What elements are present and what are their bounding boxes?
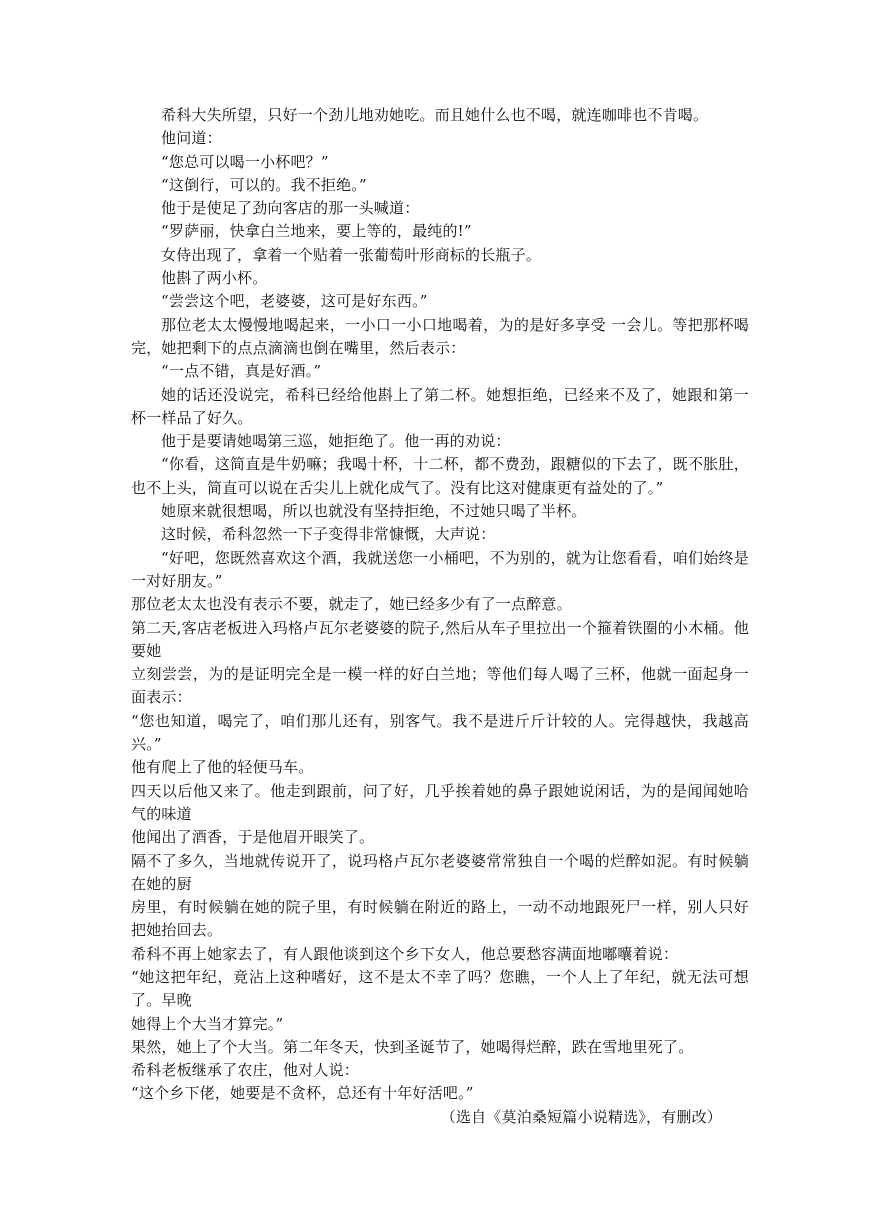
paragraph: 希科不再上她家去了，有人跟他谈到这个乡下女人，他总要愁容满面地嘟囔着说： (131, 944, 679, 963)
paragraph: 他于是要请她喝第三巡，她拒绝了。他一再的劝说： (161, 432, 511, 451)
paragraph: “好吧，您既然喜欢这个酒，我就送您一小桶吧，不为别的，就为让您看看，咱们始终是一对好朋友。” (131, 548, 749, 590)
paragraph: 隔不了多久，当地就传说开了，说玛格卢瓦尔老婆婆常常独自一个喝的烂醉如泥。有时候躺在她的厨 (131, 851, 749, 893)
paragraph: 那位老太太慢慢地喝起来，一小口一小口地喝着，为的是好多享受 一会儿。等把那杯喝完，她把剩下的点点滴滴也倒在嘴里，然后表示： (131, 315, 749, 357)
paragraph: “您也知道，喝完了，咱们那儿还有，别客气。我不是进斤斤计较的人。完得越快，我越高兴。” (131, 711, 749, 754)
paragraph: 果然，她上了个大当。第二年冬天，快到圣诞节了，她喝得烂醉，跌在雪地里死了。 (131, 1037, 694, 1056)
paragraph: “这个乡下佬，她要是不贪杯，总还有十年好活吧。” (131, 1084, 474, 1103)
paragraph: 他闻出了酒香，于是他眉开眼笑了。 (131, 828, 375, 847)
paragraph: “她这把年纪，竟沾上这种嗜好，这不是太不幸了吗？您瞧，一个人上了年纪，就无法可想了。早晚 (131, 967, 749, 1010)
paragraph: 立刻尝尝，为的是证明完全是一模一样的好白兰地；等他们每人喝了三杯，他就一面起身一面表示： (131, 665, 749, 707)
paragraph: 希科老板继承了农庄，他对人说： (131, 1061, 360, 1080)
paragraph: 他问道： (161, 129, 222, 148)
paragraph: 女侍出现了，拿着一个贴着一张葡萄叶形商标的长瓶子。 (161, 245, 542, 264)
paragraph: “您总可以喝一小杯吧？” (161, 152, 329, 171)
paragraph: “尝尝这个吧，老婆婆，这可是好东西。” (161, 292, 428, 311)
paragraph: 他于是使足了劲向客店的那一头喊道： (161, 199, 420, 218)
paragraph: 她原来就很想喝，所以也就没有坚持拒绝，不过她只喝了半杯。 (161, 502, 587, 521)
paragraph: 四天以后他又来了。他走到跟前，问了好，几乎挨着她的鼻子跟她说闲话，为的是闻闻她哈气的味道 (131, 781, 749, 823)
source-citation: （选自《莫泊桑短篇小说精选》，有删改） (440, 1107, 722, 1126)
paragraph: “这倒行，可以的。我不拒绝。” (161, 175, 367, 194)
paragraph: 那位老太太也没有表示不要，就走了，她已经多少有了一点醉意。 (131, 595, 572, 614)
paragraph: 第二天,客店老板进入玛格卢瓦尔老婆婆的院子,然后从车子里拉出一个箍着铁圈的小木桶。他要她 (131, 618, 749, 660)
paragraph: 他斟了两小杯。 (161, 269, 268, 288)
paragraph: “一点不错，真是好酒。” (161, 362, 322, 381)
paragraph: 他有爬上了他的轻便马车。 (131, 758, 314, 777)
paragraph: 她得上个大当才算完。” (131, 1014, 284, 1033)
paragraph: 这时候，希科忽然一下子变得非常慷慨，大声说： (161, 525, 496, 544)
paragraph: 房里，有时候躺在她的院子里，有时候躺在附近的路上，一动不动地跟死尸一样，别人只好把她抬回去。 (131, 898, 749, 940)
paragraph: 她的话还没说完，希科已经给他斟上了第二杯。她想拒绝，已经来不及了，她跟和第一杯一样品了好久。 (131, 385, 749, 427)
paragraph: 希科大失所望，只好一个劲儿地劝她吃。而且她什么也不喝，就连咖啡也不肯喝。 (161, 106, 709, 124)
paragraph: “你看，这简直是牛奶嘛；我喝十杯，十二杯，都不费劲，跟糖似的下去了，既不胀肚，也不上头，简直可以说在舌尖儿上就化成气了。没有比这对健康更有益处的了。” (131, 455, 749, 497)
paragraph: “罗萨丽，快拿白兰地来，要上等的，最纯的!” (161, 222, 472, 241)
story-body (131, 104, 749, 1129)
